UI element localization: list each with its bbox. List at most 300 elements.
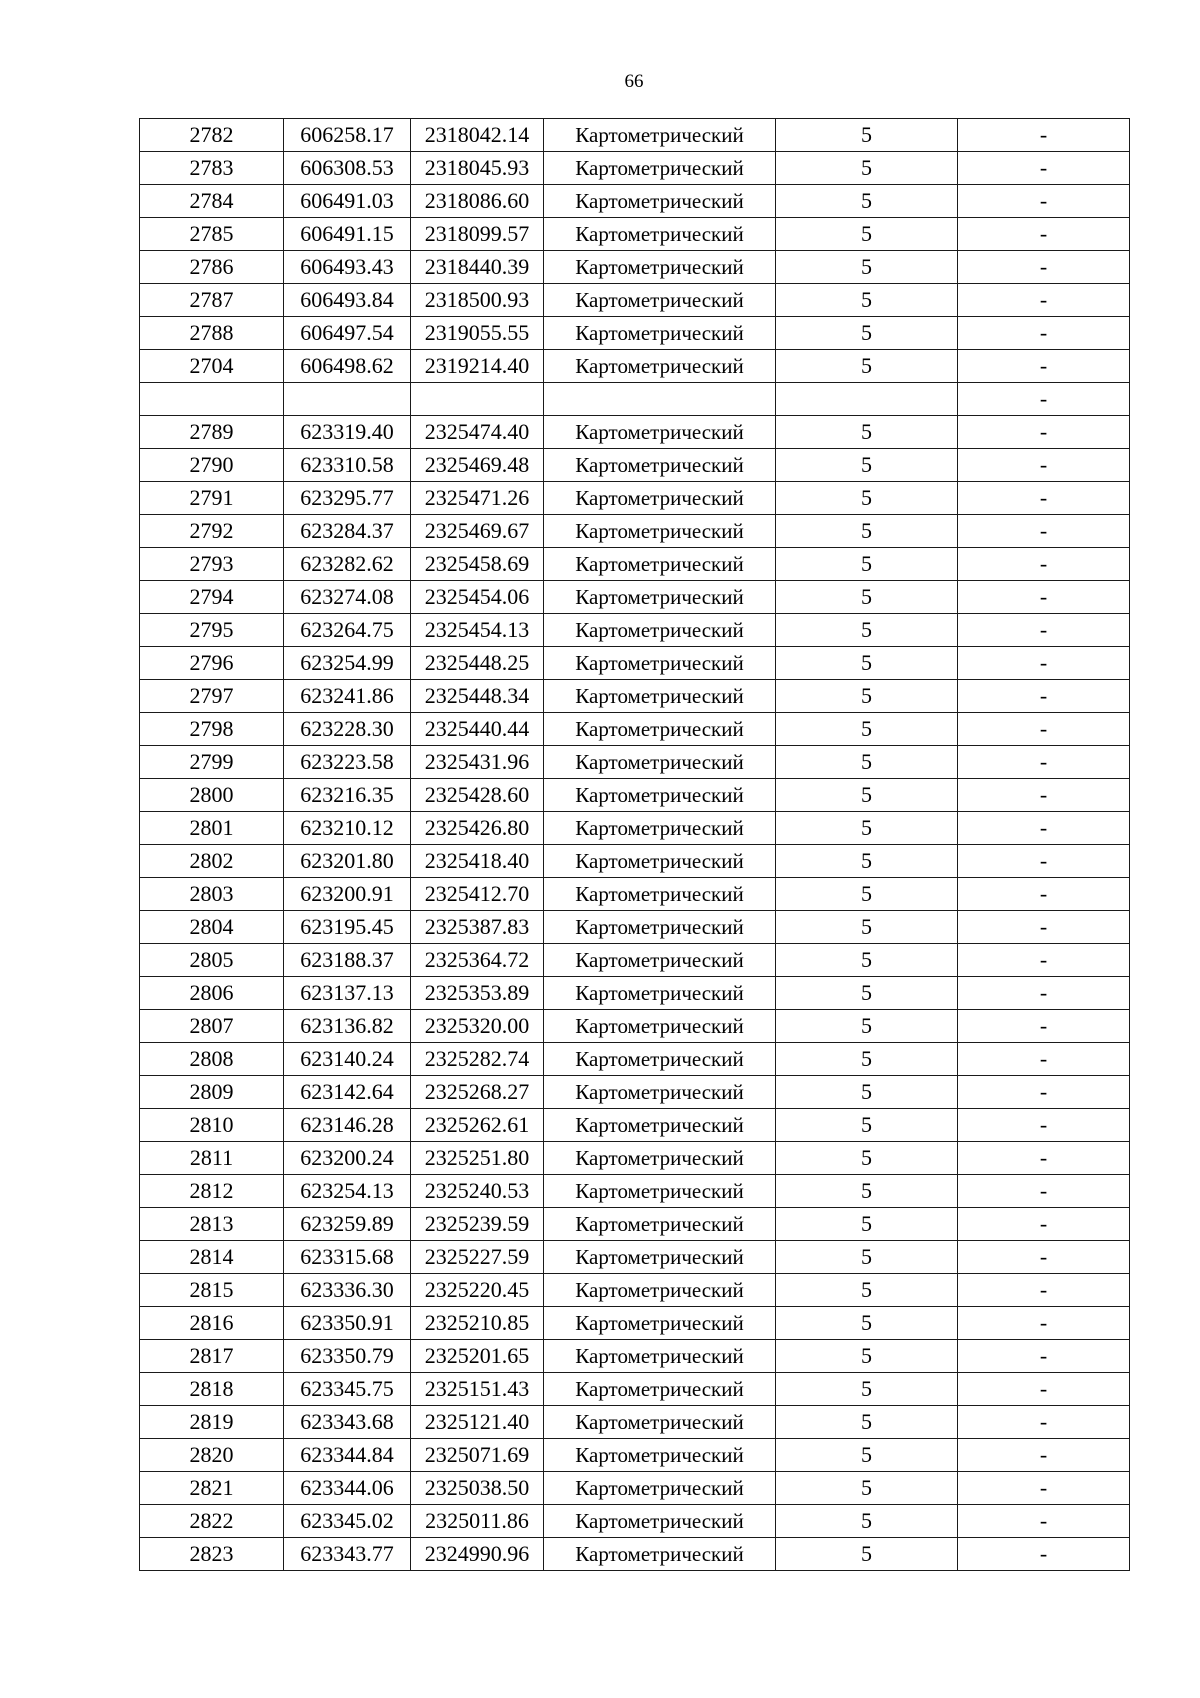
table-row — [140, 1175, 1130, 1208]
y-coordinate-cell: 2325448.34 — [411, 680, 544, 713]
table-row — [140, 251, 1130, 284]
y-coordinate-cell: 2325268.27 — [411, 1076, 544, 1109]
x-coordinate-cell: 623344.06 — [284, 1472, 411, 1505]
description-cell: - — [958, 845, 1130, 878]
point-number-cell: 2817 — [140, 1340, 284, 1373]
y-coordinate-cell: 2325011.86 — [411, 1505, 544, 1538]
table-row — [140, 416, 1130, 449]
point-number-cell: 2797 — [140, 680, 284, 713]
table-row — [140, 878, 1130, 911]
method-cell: Картометрический — [544, 1505, 776, 1538]
x-coordinate-cell: 623350.79 — [284, 1340, 411, 1373]
description-cell: - — [958, 812, 1130, 845]
y-coordinate-cell: 2325428.60 — [411, 779, 544, 812]
accuracy-cell: 5 — [776, 1109, 958, 1142]
method-cell: Картометрический — [544, 1373, 776, 1406]
y-coordinate-cell: 2325227.59 — [411, 1241, 544, 1274]
point-number-cell: 2788 — [140, 317, 284, 350]
table-row — [140, 1142, 1130, 1175]
accuracy-cell: 5 — [776, 1076, 958, 1109]
accuracy-cell: 5 — [776, 1439, 958, 1472]
point-number-cell: 2815 — [140, 1274, 284, 1307]
accuracy-cell: 5 — [776, 845, 958, 878]
table-row — [140, 944, 1130, 977]
table-row — [140, 1043, 1130, 1076]
table-row — [140, 515, 1130, 548]
y-coordinate-cell: 2325282.74 — [411, 1043, 544, 1076]
y-coordinate-cell: 2318099.57 — [411, 218, 544, 251]
method-cell: Картометрический — [544, 185, 776, 218]
point-number-cell: 2787 — [140, 284, 284, 317]
y-coordinate-cell: 2325469.67 — [411, 515, 544, 548]
point-number-cell: 2807 — [140, 1010, 284, 1043]
x-coordinate-cell: 623343.68 — [284, 1406, 411, 1439]
method-cell: Картометрический — [544, 845, 776, 878]
point-number-cell: 2818 — [140, 1373, 284, 1406]
table-row — [140, 119, 1130, 152]
table-row — [140, 317, 1130, 350]
x-coordinate-cell: 623136.82 — [284, 1010, 411, 1043]
x-coordinate-cell: 623216.35 — [284, 779, 411, 812]
point-number-cell: 2809 — [140, 1076, 284, 1109]
accuracy-cell: 5 — [776, 218, 958, 251]
description-cell: - — [958, 944, 1130, 977]
point-number-cell: 2821 — [140, 1472, 284, 1505]
accuracy-cell: 5 — [776, 284, 958, 317]
x-coordinate-cell: 623188.37 — [284, 944, 411, 977]
table-row — [140, 1241, 1130, 1274]
point-number-cell: 2820 — [140, 1439, 284, 1472]
point-number-cell: 2823 — [140, 1538, 284, 1571]
table-row — [140, 548, 1130, 581]
table-row — [140, 1505, 1130, 1538]
method-cell: Картометрический — [544, 1175, 776, 1208]
description-cell: - — [958, 119, 1130, 152]
table-row — [140, 1373, 1130, 1406]
description-cell: - — [958, 284, 1130, 317]
table-row — [140, 1538, 1130, 1571]
y-coordinate-cell: 2325426.80 — [411, 812, 544, 845]
method-cell: Картометрический — [544, 548, 776, 581]
accuracy-cell: 5 — [776, 251, 958, 284]
y-coordinate-cell: 2325071.69 — [411, 1439, 544, 1472]
description-cell: - — [958, 1241, 1130, 1274]
y-coordinate-cell: 2324990.96 — [411, 1538, 544, 1571]
point-number-cell: 2810 — [140, 1109, 284, 1142]
method-cell: Картометрический — [544, 1010, 776, 1043]
accuracy-cell: 5 — [776, 515, 958, 548]
point-number-cell: 2704 — [140, 350, 284, 383]
description-cell: - — [958, 482, 1130, 515]
description-cell: - — [958, 1175, 1130, 1208]
y-coordinate-cell: 2325471.26 — [411, 482, 544, 515]
y-coordinate-cell: 2325320.00 — [411, 1010, 544, 1043]
point-number-cell: 2786 — [140, 251, 284, 284]
y-coordinate-cell: 2318086.60 — [411, 185, 544, 218]
description-cell: - — [958, 350, 1130, 383]
x-coordinate-cell: 623142.64 — [284, 1076, 411, 1109]
coordinates-table — [139, 118, 1130, 1571]
table-row — [140, 746, 1130, 779]
table-row — [140, 614, 1130, 647]
description-cell: - — [958, 581, 1130, 614]
description-cell: - — [958, 1142, 1130, 1175]
description-cell: - — [958, 515, 1130, 548]
x-coordinate-cell: 623345.75 — [284, 1373, 411, 1406]
y-coordinate-cell: 2325474.40 — [411, 416, 544, 449]
description-cell: - — [958, 1538, 1130, 1571]
y-coordinate-cell: 2325038.50 — [411, 1472, 544, 1505]
table-row — [140, 218, 1130, 251]
method-cell: Картометрический — [544, 1208, 776, 1241]
y-coordinate-cell: 2319214.40 — [411, 350, 544, 383]
description-cell: - — [958, 1505, 1130, 1538]
accuracy-cell: 5 — [776, 746, 958, 779]
description-cell: - — [958, 614, 1130, 647]
description-cell: - — [958, 251, 1130, 284]
description-cell: - — [958, 416, 1130, 449]
point-number-cell: 2803 — [140, 878, 284, 911]
table-row — [140, 1439, 1130, 1472]
x-coordinate-cell: 623259.89 — [284, 1208, 411, 1241]
method-cell: Картометрический — [544, 284, 776, 317]
point-number-cell: 2814 — [140, 1241, 284, 1274]
y-coordinate-cell — [411, 383, 544, 416]
method-cell: Картометрический — [544, 119, 776, 152]
x-coordinate-cell: 623336.30 — [284, 1274, 411, 1307]
description-cell: - — [958, 1010, 1130, 1043]
y-coordinate-cell: 2318042.14 — [411, 119, 544, 152]
accuracy-cell: 5 — [776, 1505, 958, 1538]
method-cell: Картометрический — [544, 218, 776, 251]
y-coordinate-cell: 2325220.45 — [411, 1274, 544, 1307]
table-row — [140, 350, 1130, 383]
x-coordinate-cell: 623223.58 — [284, 746, 411, 779]
x-coordinate-cell: 623200.91 — [284, 878, 411, 911]
y-coordinate-cell: 2318500.93 — [411, 284, 544, 317]
x-coordinate-cell: 623137.13 — [284, 977, 411, 1010]
table-row — [140, 911, 1130, 944]
y-coordinate-cell: 2325353.89 — [411, 977, 544, 1010]
y-coordinate-cell: 2325121.40 — [411, 1406, 544, 1439]
description-cell: - — [958, 680, 1130, 713]
method-cell: Картометрический — [544, 1274, 776, 1307]
coordinates-table-body — [140, 119, 1130, 1571]
description-cell: - — [958, 548, 1130, 581]
method-cell: Картометрический — [544, 1538, 776, 1571]
point-number-cell: 2805 — [140, 944, 284, 977]
x-coordinate-cell: 623264.75 — [284, 614, 411, 647]
description-cell: - — [958, 647, 1130, 680]
x-coordinate-cell: 623350.91 — [284, 1307, 411, 1340]
x-coordinate-cell: 606308.53 — [284, 152, 411, 185]
x-coordinate-cell: 623254.99 — [284, 647, 411, 680]
method-cell: Картометрический — [544, 1340, 776, 1373]
description-cell: - — [958, 1406, 1130, 1439]
description-cell: - — [958, 449, 1130, 482]
point-number-cell: 2804 — [140, 911, 284, 944]
y-coordinate-cell: 2325251.80 — [411, 1142, 544, 1175]
x-coordinate-cell: 606491.03 — [284, 185, 411, 218]
y-coordinate-cell: 2325454.13 — [411, 614, 544, 647]
accuracy-cell: 5 — [776, 1142, 958, 1175]
y-coordinate-cell: 2325418.40 — [411, 845, 544, 878]
description-cell: - — [958, 977, 1130, 1010]
x-coordinate-cell: 606498.62 — [284, 350, 411, 383]
point-number-cell: 2782 — [140, 119, 284, 152]
method-cell: Картометрический — [544, 911, 776, 944]
table-row — [140, 680, 1130, 713]
accuracy-cell: 5 — [776, 944, 958, 977]
y-coordinate-cell: 2325387.83 — [411, 911, 544, 944]
point-number-cell: 2794 — [140, 581, 284, 614]
table-row — [140, 482, 1130, 515]
accuracy-cell: 5 — [776, 713, 958, 746]
x-coordinate-cell: 623200.24 — [284, 1142, 411, 1175]
x-coordinate-cell: 623343.77 — [284, 1538, 411, 1571]
table-row — [140, 1109, 1130, 1142]
x-coordinate-cell: 606491.15 — [284, 218, 411, 251]
description-cell: - — [958, 878, 1130, 911]
accuracy-cell: 5 — [776, 1274, 958, 1307]
table-row — [140, 977, 1130, 1010]
y-coordinate-cell: 2325151.43 — [411, 1373, 544, 1406]
y-coordinate-cell: 2325240.53 — [411, 1175, 544, 1208]
x-coordinate-cell: 623140.24 — [284, 1043, 411, 1076]
page-number: 66 — [624, 71, 644, 92]
description-cell: - — [958, 1307, 1130, 1340]
accuracy-cell: 5 — [776, 680, 958, 713]
accuracy-cell: 5 — [776, 1043, 958, 1076]
accuracy-cell: 5 — [776, 1208, 958, 1241]
accuracy-cell: 5 — [776, 1472, 958, 1505]
accuracy-cell: 5 — [776, 1307, 958, 1340]
table-row — [140, 383, 1130, 416]
description-cell: - — [958, 1109, 1130, 1142]
y-coordinate-cell: 2325458.69 — [411, 548, 544, 581]
method-cell: Картометрический — [544, 713, 776, 746]
method-cell — [544, 383, 776, 416]
accuracy-cell: 5 — [776, 1340, 958, 1373]
accuracy-cell: 5 — [776, 1175, 958, 1208]
x-coordinate-cell: 623201.80 — [284, 845, 411, 878]
table-row — [140, 1406, 1130, 1439]
accuracy-cell: 5 — [776, 548, 958, 581]
method-cell: Картометрический — [544, 1307, 776, 1340]
method-cell: Картометрический — [544, 1043, 776, 1076]
description-cell: - — [958, 218, 1130, 251]
accuracy-cell: 5 — [776, 185, 958, 218]
x-coordinate-cell: 623295.77 — [284, 482, 411, 515]
y-coordinate-cell: 2325239.59 — [411, 1208, 544, 1241]
table-row — [140, 1208, 1130, 1241]
x-coordinate-cell: 606493.43 — [284, 251, 411, 284]
x-coordinate-cell: 623282.62 — [284, 548, 411, 581]
y-coordinate-cell: 2325201.65 — [411, 1340, 544, 1373]
method-cell: Картометрический — [544, 416, 776, 449]
point-number-cell: 2784 — [140, 185, 284, 218]
point-number-cell: 2798 — [140, 713, 284, 746]
accuracy-cell: 5 — [776, 581, 958, 614]
accuracy-cell: 5 — [776, 152, 958, 185]
description-cell: - — [958, 185, 1130, 218]
y-coordinate-cell: 2325448.25 — [411, 647, 544, 680]
x-coordinate-cell: 623195.45 — [284, 911, 411, 944]
method-cell: Картометрический — [544, 1109, 776, 1142]
accuracy-cell: 5 — [776, 977, 958, 1010]
y-coordinate-cell: 2319055.55 — [411, 317, 544, 350]
table-row — [140, 647, 1130, 680]
description-cell: - — [958, 713, 1130, 746]
accuracy-cell — [776, 383, 958, 416]
x-coordinate-cell: 623241.86 — [284, 680, 411, 713]
method-cell: Картометрический — [544, 449, 776, 482]
table-row — [140, 1307, 1130, 1340]
point-number-cell: 2800 — [140, 779, 284, 812]
description-cell: - — [958, 1340, 1130, 1373]
point-number-cell: 2813 — [140, 1208, 284, 1241]
description-cell: - — [958, 1472, 1130, 1505]
x-coordinate-cell: 623344.84 — [284, 1439, 411, 1472]
description-cell: - — [958, 1208, 1130, 1241]
description-cell: - — [958, 152, 1130, 185]
method-cell: Картометрический — [544, 944, 776, 977]
table-row — [140, 1274, 1130, 1307]
x-coordinate-cell: 623210.12 — [284, 812, 411, 845]
point-number-cell: 2806 — [140, 977, 284, 1010]
point-number-cell: 2811 — [140, 1142, 284, 1175]
table-row — [140, 713, 1130, 746]
method-cell: Картометрический — [544, 1241, 776, 1274]
method-cell: Картометрический — [544, 482, 776, 515]
x-coordinate-cell: 623284.37 — [284, 515, 411, 548]
point-number-cell: 2793 — [140, 548, 284, 581]
accuracy-cell: 5 — [776, 779, 958, 812]
y-coordinate-cell: 2325210.85 — [411, 1307, 544, 1340]
accuracy-cell: 5 — [776, 482, 958, 515]
description-cell: - — [958, 1439, 1130, 1472]
accuracy-cell: 5 — [776, 1373, 958, 1406]
method-cell: Картометрический — [544, 977, 776, 1010]
point-number-cell: 2816 — [140, 1307, 284, 1340]
table-row — [140, 779, 1130, 812]
method-cell: Картометрический — [544, 680, 776, 713]
y-coordinate-cell: 2325262.61 — [411, 1109, 544, 1142]
accuracy-cell: 5 — [776, 614, 958, 647]
method-cell: Картометрический — [544, 1142, 776, 1175]
point-number-cell: 2796 — [140, 647, 284, 680]
description-cell: - — [958, 779, 1130, 812]
accuracy-cell: 5 — [776, 350, 958, 383]
method-cell: Картометрический — [544, 317, 776, 350]
y-coordinate-cell: 2325454.06 — [411, 581, 544, 614]
point-number-cell: 2802 — [140, 845, 284, 878]
description-cell: - — [958, 1043, 1130, 1076]
method-cell: Картометрический — [544, 1439, 776, 1472]
table-row — [140, 1010, 1130, 1043]
description-cell: - — [958, 1274, 1130, 1307]
accuracy-cell: 5 — [776, 119, 958, 152]
method-cell: Картометрический — [544, 746, 776, 779]
point-number-cell: 2783 — [140, 152, 284, 185]
point-number-cell: 2808 — [140, 1043, 284, 1076]
y-coordinate-cell: 2325469.48 — [411, 449, 544, 482]
x-coordinate-cell — [284, 383, 411, 416]
y-coordinate-cell: 2325431.96 — [411, 746, 544, 779]
method-cell: Картометрический — [544, 515, 776, 548]
description-cell: - — [958, 317, 1130, 350]
table-row — [140, 449, 1130, 482]
method-cell: Картометрический — [544, 581, 776, 614]
table-row — [140, 1076, 1130, 1109]
point-number-cell: 2785 — [140, 218, 284, 251]
accuracy-cell: 5 — [776, 1241, 958, 1274]
method-cell: Картометрический — [544, 878, 776, 911]
accuracy-cell: 5 — [776, 317, 958, 350]
accuracy-cell: 5 — [776, 1010, 958, 1043]
x-coordinate-cell: 623274.08 — [284, 581, 411, 614]
method-cell: Картометрический — [544, 779, 776, 812]
x-coordinate-cell: 623254.13 — [284, 1175, 411, 1208]
y-coordinate-cell: 2325364.72 — [411, 944, 544, 977]
method-cell: Картометрический — [544, 152, 776, 185]
method-cell: Картометрический — [544, 812, 776, 845]
point-number-cell: 2801 — [140, 812, 284, 845]
x-coordinate-cell: 623146.28 — [284, 1109, 411, 1142]
table-row — [140, 845, 1130, 878]
point-number-cell: 2791 — [140, 482, 284, 515]
x-coordinate-cell: 606497.54 — [284, 317, 411, 350]
method-cell: Картометрический — [544, 350, 776, 383]
method-cell: Картометрический — [544, 251, 776, 284]
accuracy-cell: 5 — [776, 1406, 958, 1439]
x-coordinate-cell: 606493.84 — [284, 284, 411, 317]
accuracy-cell: 5 — [776, 416, 958, 449]
method-cell: Картометрический — [544, 647, 776, 680]
point-number-cell: 2799 — [140, 746, 284, 779]
table-row — [140, 581, 1130, 614]
point-number-cell: 2789 — [140, 416, 284, 449]
y-coordinate-cell: 2325440.44 — [411, 713, 544, 746]
table-row — [140, 1340, 1130, 1373]
accuracy-cell: 5 — [776, 1538, 958, 1571]
point-number-cell: 2790 — [140, 449, 284, 482]
accuracy-cell: 5 — [776, 911, 958, 944]
y-coordinate-cell: 2325412.70 — [411, 878, 544, 911]
x-coordinate-cell: 606258.17 — [284, 119, 411, 152]
accuracy-cell: 5 — [776, 812, 958, 845]
method-cell: Картометрический — [544, 1076, 776, 1109]
x-coordinate-cell: 623310.58 — [284, 449, 411, 482]
x-coordinate-cell: 623319.40 — [284, 416, 411, 449]
description-cell: - — [958, 1373, 1130, 1406]
table-row — [140, 812, 1130, 845]
method-cell: Картометрический — [544, 1406, 776, 1439]
table-row — [140, 185, 1130, 218]
method-cell: Картометрический — [544, 1472, 776, 1505]
description-cell: - — [958, 746, 1130, 779]
accuracy-cell: 5 — [776, 647, 958, 680]
x-coordinate-cell: 623345.02 — [284, 1505, 411, 1538]
description-cell: - — [958, 911, 1130, 944]
point-number-cell: 2795 — [140, 614, 284, 647]
x-coordinate-cell: 623228.30 — [284, 713, 411, 746]
table-row — [140, 1472, 1130, 1505]
accuracy-cell: 5 — [776, 449, 958, 482]
method-cell: Картометрический — [544, 614, 776, 647]
point-number-cell: 2792 — [140, 515, 284, 548]
x-coordinate-cell: 623315.68 — [284, 1241, 411, 1274]
